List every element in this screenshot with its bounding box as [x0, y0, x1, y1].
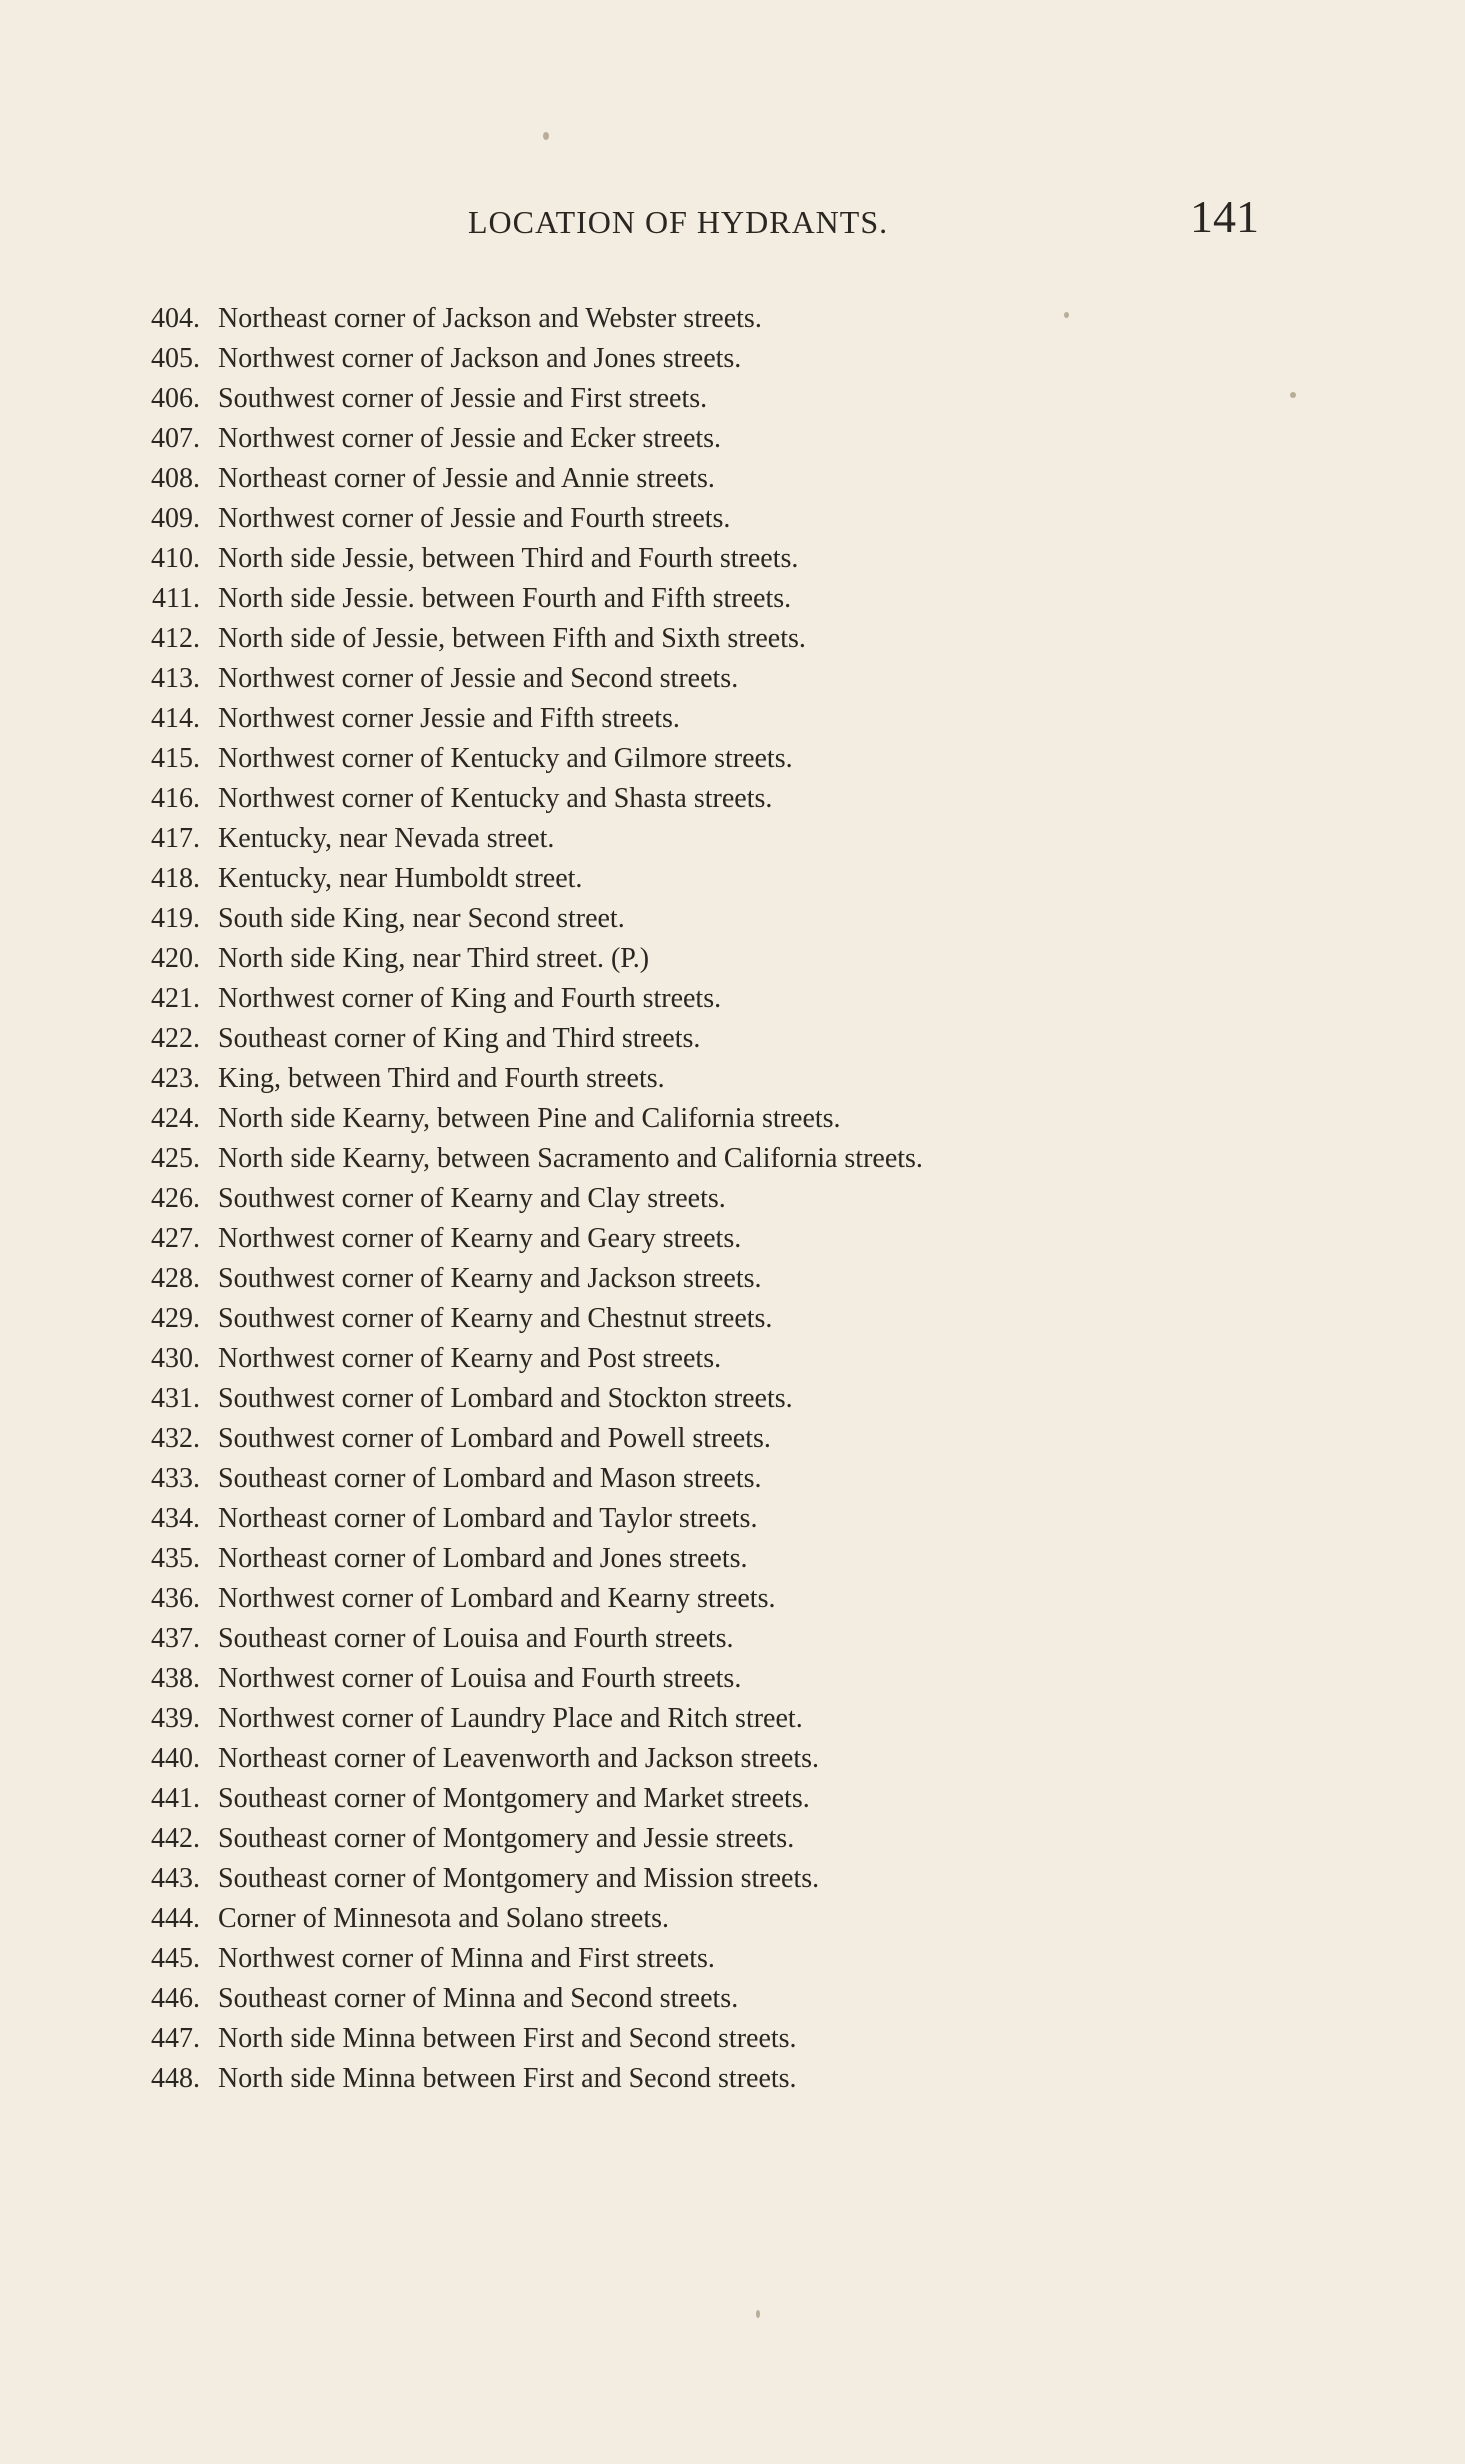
entry-text: Corner of Minnesota and Solano streets. [218, 1903, 670, 1934]
entry-number: 414. [151, 703, 200, 734]
list-item [0, 1022, 1465, 1062]
entry-text: Northwest corner of Jessie and Second streets. [218, 663, 739, 694]
entry-text: North side Minna between First and Second streets. [218, 2063, 797, 2094]
entry-text: King, between Third and Fourth streets. [218, 1063, 665, 1094]
entry-number: 439. [151, 1703, 200, 1734]
entry-number: 413. [151, 663, 200, 694]
entry-text: Northwest corner of Kentucky and Shasta streets. [218, 783, 773, 814]
list-item [0, 302, 1465, 342]
entry-number: 412. [151, 623, 200, 654]
entry-number: 447. [151, 2023, 200, 2054]
entry-number: 438. [151, 1663, 200, 1694]
entry-text: Northeast corner of Lombard and Jones streets. [218, 1543, 748, 1574]
paper-speck [1064, 312, 1069, 318]
list-item [0, 2022, 1465, 2062]
entry-number: 415. [151, 743, 200, 774]
entry-text: Northwest corner of Jessie and Ecker streets. [218, 423, 722, 454]
entry-number: 424. [151, 1103, 200, 1134]
entry-text: Northeast corner of Leavenworth and Jackson streets. [218, 1743, 820, 1774]
entry-text: Northwest corner of Minna and First streets. [218, 1943, 715, 1974]
entry-number: 419. [151, 903, 200, 934]
list-item [0, 702, 1465, 742]
entry-text: Southwest corner of Kearny and Jackson streets. [218, 1263, 762, 1294]
list-item [0, 1262, 1465, 1302]
entry-number: 445. [151, 1943, 200, 1974]
entry-number: 426. [151, 1183, 200, 1214]
entry-text: Northeast corner of Jessie and Annie streets. [218, 463, 715, 494]
entry-text: Northwest corner of King and Fourth streets. [218, 983, 722, 1014]
entry-number: 420. [151, 943, 200, 974]
entry-number: 429. [151, 1303, 200, 1334]
list-item [0, 502, 1465, 542]
entry-number: 434. [151, 1503, 200, 1534]
entry-text: Southwest corner of Kearny and Clay streets. [218, 1183, 726, 1214]
entry-text: Southeast corner of Lombard and Mason streets. [218, 1463, 762, 1494]
list-item [0, 662, 1465, 702]
entry-number: 421. [151, 983, 200, 1014]
entry-text: Southeast corner of Minna and Second streets. [218, 1983, 739, 2014]
list-item [0, 542, 1465, 582]
entry-number: 425. [151, 1143, 200, 1174]
running-title: LOCATION OF HYDRANTS. [468, 204, 889, 240]
entry-text: Southwest corner of Lombard and Powell streets. [218, 1423, 771, 1454]
list-item [0, 822, 1465, 862]
list-item [0, 1102, 1465, 1142]
entry-number: 446. [151, 1983, 200, 2014]
hydrant-location-list [0, 302, 1465, 2102]
entry-text: Northeast corner of Jackson and Webster streets. [218, 303, 762, 334]
entry-text: Northeast corner of Lombard and Taylor streets. [218, 1503, 758, 1534]
page-header [0, 190, 1465, 250]
entry-text: Southeast corner of Montgomery and Jessie streets. [218, 1823, 795, 1854]
entry-number: 436. [151, 1583, 200, 1614]
list-item [0, 582, 1465, 622]
entry-text: Northwest corner of Louisa and Fourth streets. [218, 1663, 742, 1694]
entry-number: 422. [151, 1023, 200, 1054]
list-item [0, 982, 1465, 1022]
entry-number: 440. [151, 1743, 200, 1774]
entry-text: Kentucky, near Nevada street. [218, 823, 555, 854]
entry-text: Northwest corner of Jackson and Jones streets. [218, 343, 742, 374]
entry-text: Northwest corner of Lombard and Kearny streets. [218, 1583, 776, 1614]
list-item [0, 1142, 1465, 1182]
entry-text: North side King, near Third street. (P.) [218, 943, 650, 974]
paper-speck [756, 2310, 760, 2318]
entry-number: 406. [151, 383, 200, 414]
list-item [0, 1742, 1465, 1782]
entry-text: North side Jessie. between Fourth and Fifth streets. [218, 583, 792, 614]
entry-text: North side Kearny, between Sacramento and California streets. [218, 1143, 923, 1174]
entry-number: 431. [151, 1383, 200, 1414]
list-item [0, 622, 1465, 662]
list-item [0, 1822, 1465, 1862]
entry-text: Southwest corner of Kearny and Chestnut streets. [218, 1303, 773, 1334]
list-item [0, 342, 1465, 382]
list-item [0, 1982, 1465, 2022]
entry-text: North side Kearny, between Pine and California streets. [218, 1103, 841, 1134]
list-item [0, 1502, 1465, 1542]
entry-number: 444. [151, 1903, 200, 1934]
entry-text: Northwest corner of Kearny and Post streets. [218, 1343, 722, 1374]
entry-number: 423. [151, 1063, 200, 1094]
entry-number: 408. [151, 463, 200, 494]
entry-number: 411. [152, 583, 200, 614]
list-item [0, 2062, 1465, 2102]
entry-text: Northwest corner of Kentucky and Gilmore streets. [218, 743, 793, 774]
entry-number: 427. [151, 1223, 200, 1254]
list-item [0, 1622, 1465, 1662]
list-item [0, 1382, 1465, 1422]
list-item [0, 1702, 1465, 1742]
entry-number: 418. [151, 863, 200, 894]
paper-speck [1290, 392, 1296, 398]
entry-number: 432. [151, 1423, 200, 1454]
list-item [0, 942, 1465, 982]
list-item [0, 462, 1465, 502]
list-item [0, 862, 1465, 902]
entry-text: Southeast corner of Louisa and Fourth streets. [218, 1623, 734, 1654]
entry-number: 448. [151, 2063, 200, 2094]
entry-text: Southwest corner of Jessie and First streets. [218, 383, 708, 414]
paper-speck [543, 132, 549, 140]
list-item [0, 1542, 1465, 1582]
entry-text: Kentucky, near Humboldt street. [218, 863, 583, 894]
entry-text: Southeast corner of Montgomery and Mission streets. [218, 1863, 820, 1894]
entry-number: 441. [151, 1783, 200, 1814]
list-item [0, 1582, 1465, 1622]
entry-text: Northwest corner Jessie and Fifth streets. [218, 703, 680, 734]
entry-number: 433. [151, 1463, 200, 1494]
entry-number: 416. [151, 783, 200, 814]
list-item [0, 902, 1465, 942]
entry-number: 410. [151, 543, 200, 574]
list-item [0, 1782, 1465, 1822]
entry-text: North side Minna between First and Second streets. [218, 2023, 797, 2054]
entry-text: South side King, near Second street. [218, 903, 625, 934]
list-item [0, 1302, 1465, 1342]
entry-number: 428. [151, 1263, 200, 1294]
entry-text: Southeast corner of Montgomery and Market streets. [218, 1783, 810, 1814]
entry-number: 435. [151, 1543, 200, 1574]
entry-number: 430. [151, 1343, 200, 1374]
list-item [0, 422, 1465, 462]
list-item [0, 382, 1465, 422]
list-item [0, 742, 1465, 782]
entry-number: 405. [151, 343, 200, 374]
list-item [0, 1422, 1465, 1462]
entry-text: Southwest corner of Lombard and Stockton streets. [218, 1383, 793, 1414]
entry-number: 417. [151, 823, 200, 854]
list-item [0, 1902, 1465, 1942]
page-number: 141 [1190, 191, 1259, 242]
entry-number: 409. [151, 503, 200, 534]
list-item [0, 1182, 1465, 1222]
entry-number: 443. [151, 1863, 200, 1894]
list-item [0, 1062, 1465, 1102]
list-item [0, 1942, 1465, 1982]
list-item [0, 1662, 1465, 1702]
list-item [0, 1862, 1465, 1902]
entry-text: North side Jessie, between Third and Fourth streets. [218, 543, 799, 574]
entry-text: North side of Jessie, between Fifth and Sixth streets. [218, 623, 806, 654]
entry-number: 404. [151, 303, 200, 334]
list-item [0, 1222, 1465, 1262]
entry-text: Northwest corner of Laundry Place and Ritch street. [218, 1703, 803, 1734]
list-item [0, 782, 1465, 822]
entry-text: Northwest corner of Kearny and Geary streets. [218, 1223, 742, 1254]
list-item [0, 1342, 1465, 1382]
entry-number: 437. [151, 1623, 200, 1654]
entry-number: 407. [151, 423, 200, 454]
entry-text: Northwest corner of Jessie and Fourth streets. [218, 503, 731, 534]
entry-text: Southeast corner of King and Third streets. [218, 1023, 701, 1054]
entry-number: 442. [151, 1823, 200, 1854]
list-item [0, 1462, 1465, 1502]
